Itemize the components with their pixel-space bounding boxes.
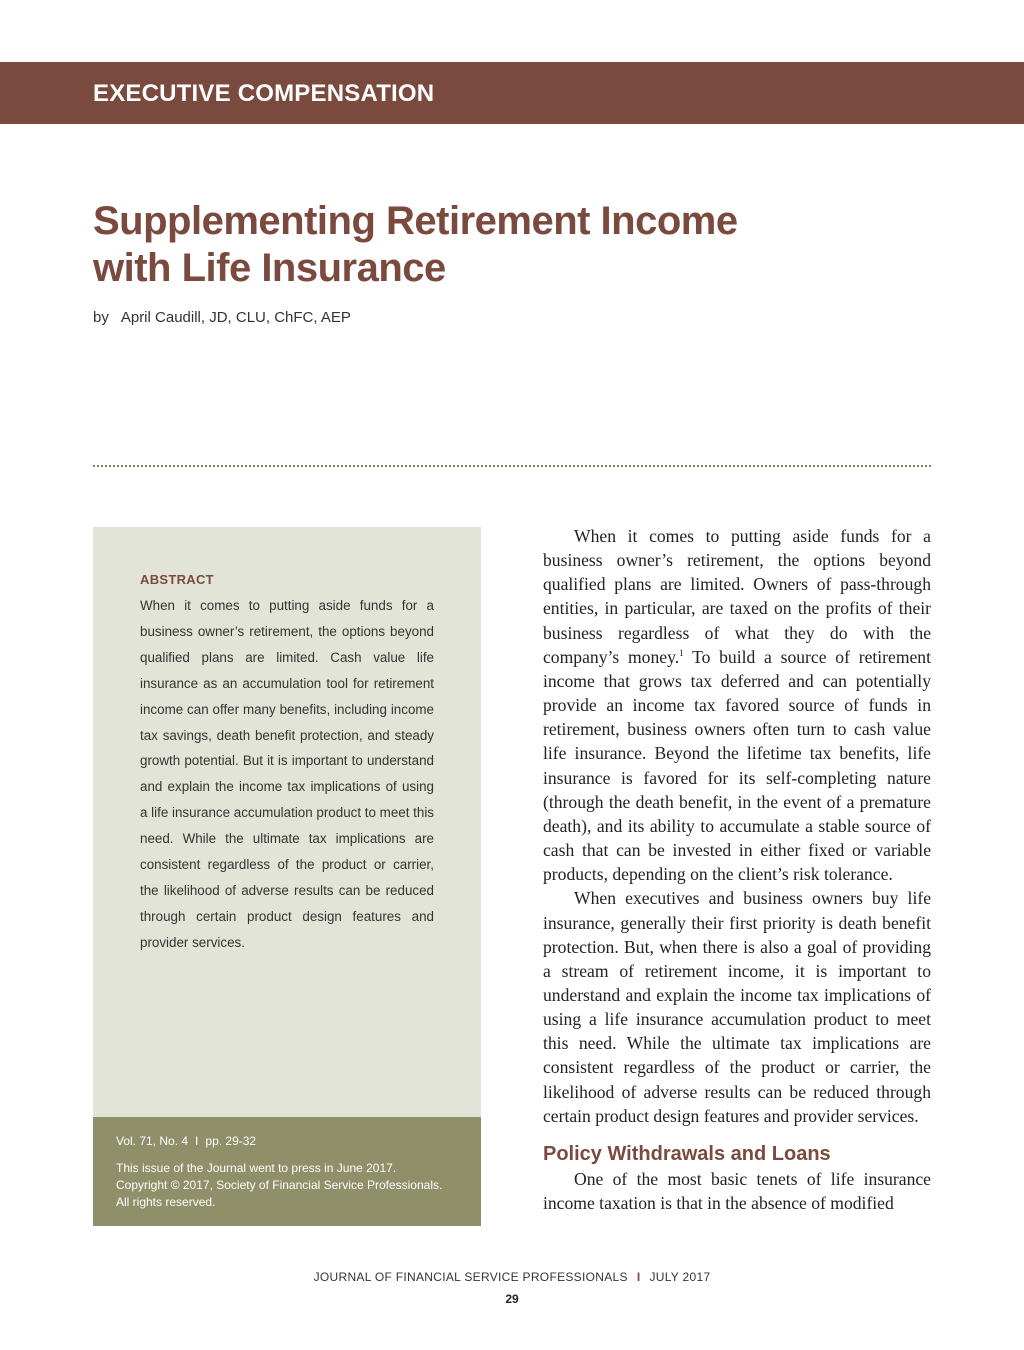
- body-paragraph-1: [543, 524, 931, 886]
- journal-name: JOURNAL OF FINANCIAL SERVICE PROFESSIONALS: [313, 1270, 628, 1284]
- body-column: [543, 524, 931, 1215]
- author-name: April Caudill, JD, CLU, ChFC, AEP: [120, 309, 351, 326]
- issue-date: JULY 2017: [649, 1270, 711, 1284]
- rights-note: All rights reserved.: [116, 1195, 216, 1209]
- issue-info-box: [93, 1117, 481, 1226]
- byline-prefix: by: [93, 309, 109, 326]
- section-banner: [0, 62, 1024, 124]
- copyright-note: Copyright © 2017, Society of Financial Service Professionals.: [116, 1178, 443, 1192]
- footer-separator: I: [636, 1270, 641, 1284]
- byline: [93, 309, 351, 326]
- article-title: [93, 198, 853, 292]
- dotted-divider: [93, 465, 931, 467]
- section-heading: Policy Withdrawals and Loans: [543, 1142, 831, 1165]
- abstract-heading: ABSTRACT: [140, 572, 214, 587]
- page-number: 29: [505, 1292, 519, 1306]
- body-paragraph-3: One of the most basic tenets of life insurance income taxation is that in the absence of modified: [543, 1168, 931, 1214]
- issue-volume: Vol. 71, No. 4: [116, 1134, 189, 1148]
- body-paragraph-2: When executives and business owners buy life insurance, generally their first priority is death benefit protection. But, when there is also a goal of providing a stream of retirement income, it is important to understand and explain the income tax implications of using a life insurance accumulation product to meet this need. While the ultimate tax implications are consistent regardless of the product or carrier, the likelihood of adverse results can be reduced through certain product design features and provider services.: [543, 888, 931, 1126]
- abstract-box: [93, 527, 481, 1117]
- press-note: This issue of the Journal went to press in June 2017.: [116, 1161, 397, 1175]
- article-title-line-1: Supplementing Retirement Income: [93, 199, 738, 243]
- body-paragraph-1-part-2: To build a source of retirement income that grows tax deferred and can potentially provide an income tax favored source of funds in retirement, business owners often turn to cash value life insurance. Beyond the lifetime tax benefits, life insurance is favored for its self-completing nature (through the death benefit, in the event of a premature death), and its ability to accumulate a stable source of cash that can be invested in either fixed or variable products, depending on the client’s risk tolerance.: [543, 646, 931, 885]
- issue-volume-line: [116, 1134, 256, 1148]
- section-label: EXECUTIVE COMPENSATION: [93, 80, 435, 107]
- abstract-text: When it comes to putting aside funds for a business owner’s retirement, the options beyond qualified plans are limited. Cash value life insurance as an accumulation tool for retirement income can offer many benefits, including income tax savings, death benefit protection, and steady growth potential. But it is important to understand and explain the income tax implications of using a life insurance accumulation product to meet this need. While the ultimate tax implications are consistent regardless of the product or carrier, the likelihood of adverse results can be reduced through certain product design features and provider services.: [140, 598, 435, 950]
- body-paragraph-1-part-1: When it comes to putting aside funds for a business owner’s retirement, the options beyond qualified plans are limited. Owners of pass-through entities, in particular, are taxed on the profits of their business regardless of what they do with the company’s money.: [543, 526, 931, 667]
- footnote-marker[interactable]: 1: [679, 647, 684, 658]
- issue-notes: [116, 1160, 476, 1211]
- article-title-line-2: with Life Insurance: [93, 246, 446, 290]
- page-footer: [0, 1270, 1024, 1284]
- issue-pages: pp. 29-32: [205, 1134, 257, 1148]
- issue-separator: I: [195, 1134, 199, 1148]
